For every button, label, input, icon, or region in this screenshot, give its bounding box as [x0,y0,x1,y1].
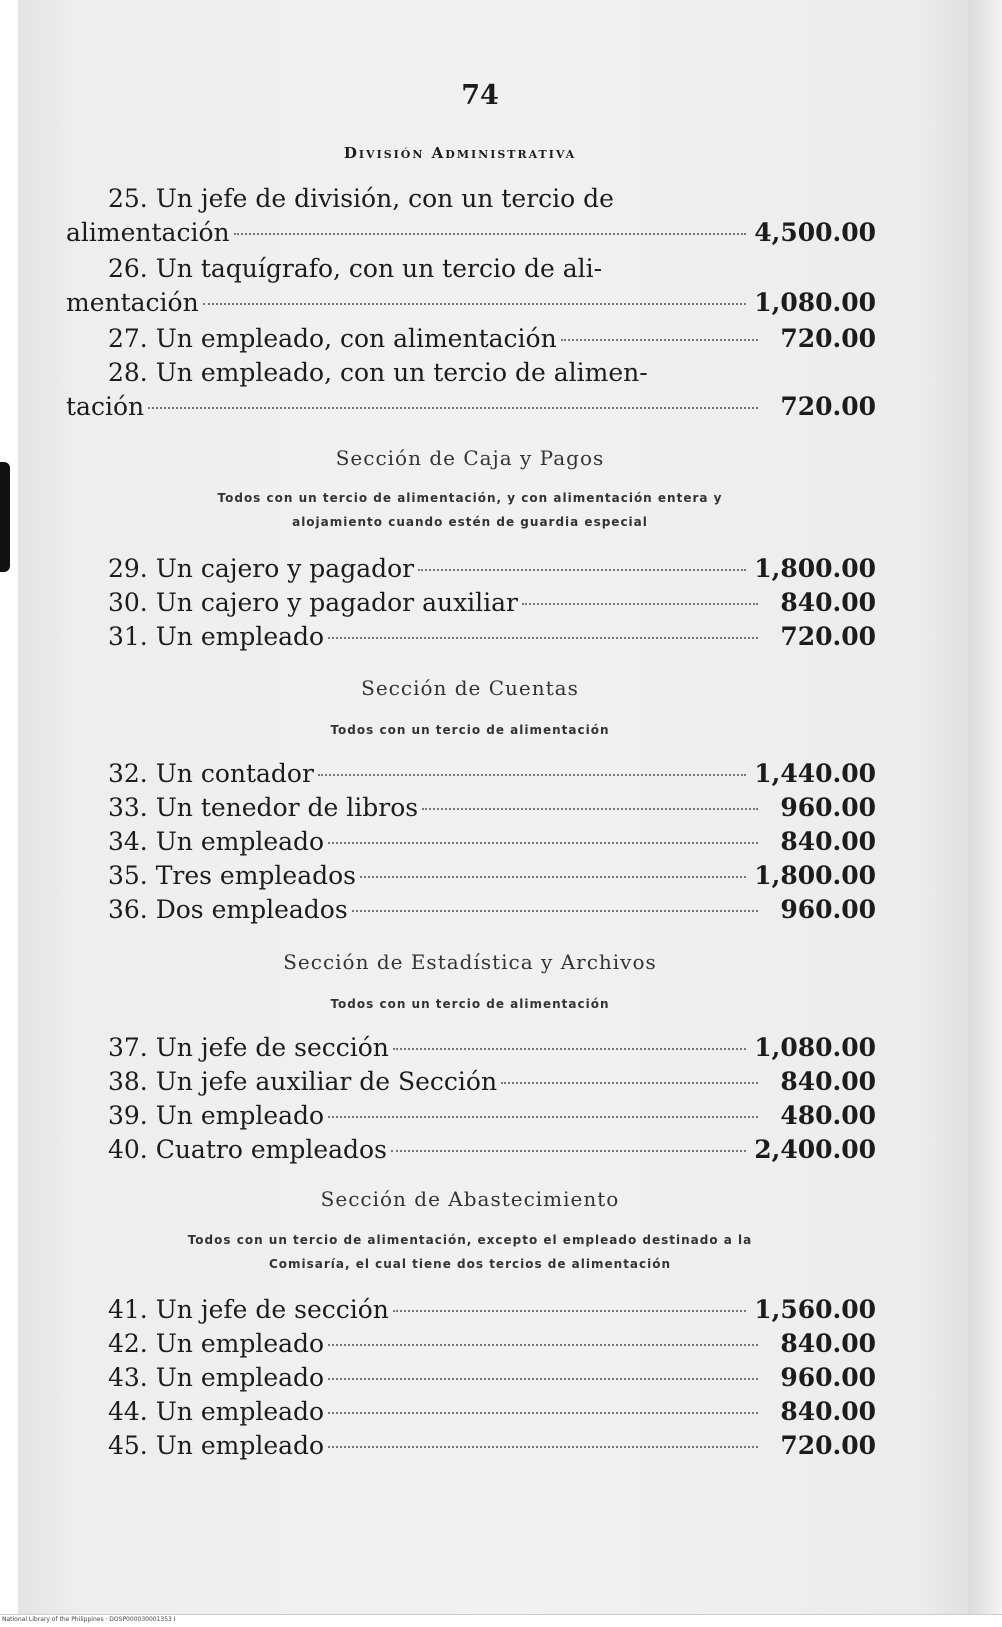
note-line: Todos con un tercio de alimentación [330,997,610,1011]
entry-amount: 1,080.00 [754,288,876,317]
section-title-caja: Sección de Caja y Pagos [335,446,605,470]
list-item [66,1327,876,1361]
entry-label-line2: alimentación [66,218,230,247]
note-line: alojamiento cuando estén de guardia especial [292,515,648,529]
item-label: 38. Un jefe auxiliar de Sección [108,1067,498,1096]
entry-27 [66,322,876,356]
leader-dots [393,1310,746,1312]
item-amount: 840.00 [780,827,876,856]
section-note-cuentas [100,718,840,742]
item-amount: 960.00 [780,1363,876,1392]
entry-28 [66,356,876,424]
item-label: 42. Un empleado [108,1329,325,1358]
list-item [66,586,876,620]
section-title-abastecimiento: Sección de Abastecimiento [320,1187,620,1211]
list-item [66,1065,876,1099]
section-note-estadistica [100,992,840,1016]
item-amount: 1,080.00 [754,1033,876,1062]
entry-25 [66,182,876,250]
item-amount: 840.00 [780,1397,876,1426]
note-line: Todos con un tercio de alimentación [330,723,610,737]
list-item [66,552,876,586]
item-label: 33. Un tenedor de libros [108,793,419,822]
item-amount: 720.00 [780,622,876,651]
item-amount: 840.00 [780,1329,876,1358]
leader-dots [561,339,758,341]
item-label: 29. Un cajero y pagador [108,554,415,583]
leader-dots [391,1150,746,1152]
entry-label-line1: 26. Un taquígrafo, con un tercio de ali- [108,254,603,283]
entry-label-line1: 28. Un empleado, con un tercio de alimen- [108,358,648,387]
item-label: 36. Dos empleados [108,895,348,924]
section-items-caja [66,552,876,654]
entry-amount: 720.00 [780,392,876,421]
item-amount: 1,440.00 [754,759,876,788]
section-note-abastecimiento [100,1228,840,1276]
item-amount: 2,400.00 [754,1135,876,1164]
list-item [66,893,876,927]
item-label: 43. Un empleado [108,1363,325,1392]
leader-dots [203,303,747,305]
footer-credit: National Library of the Philippines · DOSP000030001353 I [2,1616,176,1623]
note-line: Todos con un tercio de alimentación, y con alimentación entera y [217,491,723,505]
leader-dots [422,808,758,810]
list-item [66,859,876,893]
note-line: Comisaría, el cual tiene dos tercios de alimentación [268,1257,672,1271]
leader-dots [328,637,758,639]
entry-label-line1: 27. Un empleado, con alimentación [108,324,557,353]
list-item [66,757,876,791]
item-label: 39. Un empleado [108,1101,325,1130]
leader-dots [234,233,747,235]
list-item [66,825,876,859]
entry-label-line1: 25. Un jefe de división, con un tercio de [108,184,614,213]
item-amount: 720.00 [780,1431,876,1460]
leader-dots [393,1048,746,1050]
leader-dots [328,1412,758,1414]
item-label: 41. Un jefe de sección [108,1295,389,1324]
entry-amount: 720.00 [780,324,876,353]
binding-mark [0,462,10,572]
section-items-abastecimiento [66,1293,876,1463]
item-amount: 960.00 [780,895,876,924]
item-amount: 1,560.00 [754,1295,876,1324]
list-item [66,1395,876,1429]
section-items-estadistica [66,1031,876,1167]
leader-dots [318,774,746,776]
item-amount: 1,800.00 [754,861,876,890]
item-amount: 840.00 [780,1067,876,1096]
item-label: 34. Un empleado [108,827,325,856]
item-label: 44. Un empleado [108,1397,325,1426]
leader-dots [328,1446,758,1448]
section-title-estadistica: Sección de Estadística y Archivos [283,950,657,974]
list-item [66,620,876,654]
page-number: 74 [461,80,499,111]
leader-dots [418,569,746,571]
note-line: Todos con un tercio de alimentación, excepto el empleado destinado a la [187,1233,753,1247]
list-item [66,1361,876,1395]
leader-dots [522,603,758,605]
page-edge-shadow [968,0,1002,1614]
item-amount: 480.00 [780,1101,876,1130]
leader-dots [328,1344,758,1346]
section-items-cuentas [66,757,876,927]
leader-dots [328,1378,758,1380]
leader-dots [501,1082,758,1084]
entry-amount: 4,500.00 [754,218,876,247]
entry-label-line2: mentación [66,288,199,317]
division-title: División Administrativa [343,144,577,162]
list-item [66,1429,876,1463]
item-label: 32. Un contador [108,759,314,788]
list-item [66,791,876,825]
item-label: 35. Tres empleados [108,861,356,890]
item-amount: 840.00 [780,588,876,617]
section-note-caja [100,486,840,534]
item-amount: 960.00 [780,793,876,822]
item-amount: 1,800.00 [754,554,876,583]
entry-label-line2: tación [66,392,145,421]
list-item [66,1133,876,1167]
item-label: 45. Un empleado [108,1431,325,1460]
leader-dots [328,842,758,844]
item-label: 40. Cuatro empleados [108,1135,387,1164]
list-item [66,1099,876,1133]
leader-dots [148,407,758,409]
list-item [66,1031,876,1065]
item-label: 31. Un empleado [108,622,325,651]
list-item [66,1293,876,1327]
leader-dots [328,1116,758,1118]
entry-26 [66,252,876,320]
section-title-cuentas: Sección de Cuentas [361,676,579,700]
item-label: 37. Un jefe de sección [108,1033,389,1062]
item-label: 30. Un cajero y pagador auxiliar [108,588,519,617]
leader-dots [352,910,758,912]
leader-dots [360,876,746,878]
